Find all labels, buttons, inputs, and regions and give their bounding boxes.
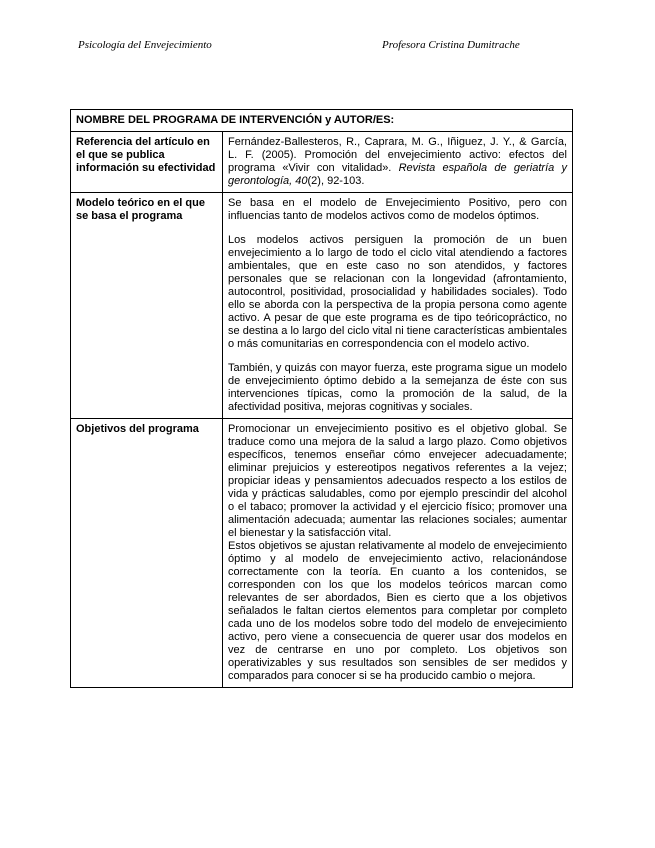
program-table xyxy=(70,109,573,688)
theoretical-model-content xyxy=(223,193,573,419)
reference-authors: Fernández-Ballesteros, R., Caprara, M. G., Iñiguez, J. Y., & García, L. F. (2005). Promoción del envejecimiento activo: efectos del programa «Vivir con vitalidad». xyxy=(228,136,567,174)
theoretical-model-label: Modelo teórico en el que se basa el programa xyxy=(71,193,223,419)
reference-label: Referencia del artículo en el que se publica información su efectividad xyxy=(71,132,223,193)
objectives-row xyxy=(71,419,573,688)
reference-content xyxy=(223,132,573,193)
reference-text xyxy=(228,136,567,188)
objectives-content xyxy=(223,419,573,688)
model-paragraph-2: Los modelos activos persiguen la promoción de un buen envejecimiento a lo largo de todo el ciclo vital atendiendo a factores ambientales, que en este caso no son atendidos, y factores personales que se relacionan con la longevidad (afrontamiento, autocontrol, positividad, prosocialidad y habilidades sociales). Todo ello se aborda con la perspectiva de la propia persona como agente activo. A pesar de que este programa es de tipo teóricopráctico, no se destina a lo largo del ciclo vital ni tiene características ambientales o más comunitarias en correspondencia con el modelo activo. xyxy=(228,234,567,350)
objectives-paragraph-2: Estos objetivos se ajustan relativamente al modelo de envejecimiento óptimo y al modelo de envejecimiento activo, relacionándose correctamente con la teoría. En cuanto a los contenidos, se corresponden con los que los modelos teóricos marcan como relevantes de ser abordados, Bien es cierto que a los objetivos señalados le faltan ciertos elementos para completar por completo cada uno de los modelos sobre todo del modelo de envejecimiento activo, pero viene a consecuencia de querer usar dos modelos en vez de centrarse en uno por completo. Los objetivos son operativizables y sus resultados son sensibles de ser medidos y comparados para conocer si se ha producido cambio o mejora. xyxy=(228,540,567,682)
reference-row xyxy=(71,132,573,193)
objectives-label: Objetivos del programa xyxy=(71,419,223,688)
reference-journal: Revista española de geriatría y gerontología, 40 xyxy=(228,162,567,187)
professor-name: Profesora Cristina Dumitrache xyxy=(382,39,520,51)
page-header xyxy=(78,39,578,55)
reference-issue: (2), 92-103. xyxy=(307,175,365,187)
model-paragraph-3: También, y quizás con mayor fuerza, este programa sigue un modelo de envejecimiento óptimo debido a la semejanza de éste con sus intervenciones típicas, como la promoción de la salud, de la afectividad positiva, mejoras cognitivas y sociales. xyxy=(228,362,567,413)
model-paragraph-1: Se basa en el modelo de Envejecimiento Positivo, pero con influencias tanto de modelos activos como de modelos óptimos. xyxy=(228,197,567,222)
course-title: Psicología del Envejecimiento xyxy=(78,39,212,51)
program-title: NOMBRE DEL PROGRAMA DE INTERVENCIÓN y AUTOR/ES: xyxy=(71,110,573,132)
table-title-row xyxy=(71,110,573,132)
objectives-paragraph-1: Promocionar un envejecimiento positivo es el objetivo global. Se traduce como una mejora de la salud a largo plazo. Como objetivos específicos, tenemos enseñar cómo envejecer adecuadamente; eliminar prejuicios y estereotipos negativos referentes a la vejez; propiciar ideas y pensamientos adecuados respecto a los estilos de vida y prácticas saludables, como por ejemplo prescindir del alcohol o el tabaco; promover la actividad y el ejercicio físico; promover una alimentación adecuada; aumentar las relaciones sociales; aumentar el bienestar y la satisfacción vital. xyxy=(228,423,567,539)
theoretical-model-row xyxy=(71,193,573,419)
